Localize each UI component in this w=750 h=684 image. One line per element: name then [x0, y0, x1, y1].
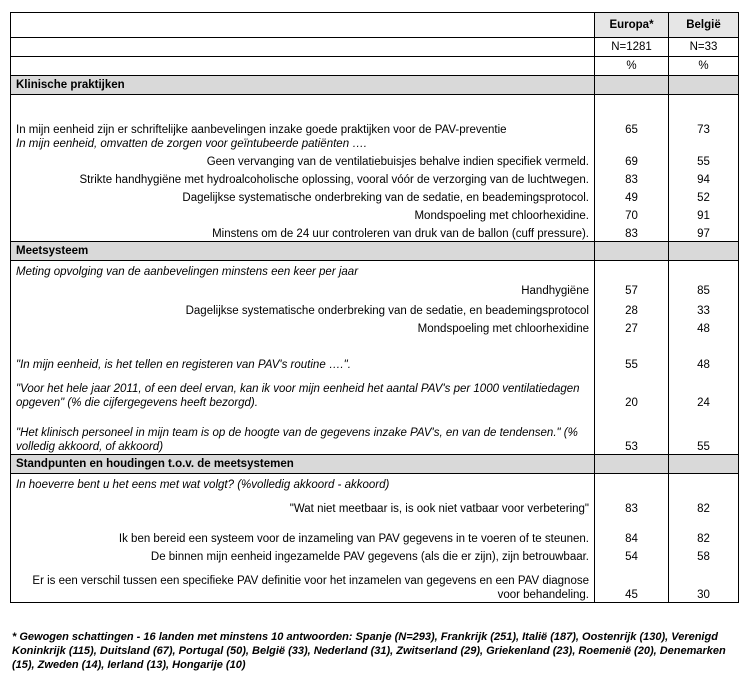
value-europe — [595, 516, 669, 526]
table-row — [11, 298, 739, 318]
row-label: Dagelijkse systematische onderbreking van de sedatie, en beademingsprotocol — [11, 298, 595, 318]
value-europe — [595, 372, 669, 382]
header-europe: Europa* — [595, 13, 669, 38]
results-table-container — [10, 12, 738, 603]
section-title: Meetsysteem — [11, 242, 595, 261]
table-row — [11, 426, 739, 455]
row-label: Mondspoeling met chloorhexidine. — [11, 205, 595, 223]
value-europe: 53 — [595, 426, 669, 455]
table-row — [11, 336, 739, 354]
value-belgium — [669, 474, 739, 493]
row-label: "Wat niet meetbaar is, is ook niet vatbaar voor verbetering" — [11, 492, 595, 516]
table-row — [11, 474, 739, 493]
section-header-row — [11, 455, 739, 474]
unit-row — [11, 57, 739, 76]
table-row — [11, 279, 739, 298]
row-label: De binnen mijn eenheid ingezamelde PAV gegevens (als die er zijn), zijn betrouwbaar. — [11, 546, 595, 564]
sample-size-row — [11, 38, 739, 57]
row-label: Er is een verschil tussen een specifieke PAV definitie voor het inzamelen van gegevens en een PAV diagnose voor behandeling. — [11, 574, 595, 603]
section-belgium-cell — [669, 76, 739, 95]
table-row — [11, 372, 739, 382]
table-row — [11, 546, 739, 564]
table-row — [11, 223, 739, 242]
value-europe — [595, 474, 669, 493]
value-europe: 69 — [595, 151, 669, 169]
table-row — [11, 205, 739, 223]
value-belgium: 52 — [669, 187, 739, 205]
table-row — [11, 574, 739, 603]
value-belgium — [669, 336, 739, 354]
results-table — [10, 12, 739, 603]
value-europe — [595, 564, 669, 574]
section-belgium-cell — [669, 242, 739, 261]
value-belgium: 55 — [669, 426, 739, 455]
table-row — [11, 137, 739, 151]
table-row — [11, 95, 739, 120]
value-europe — [595, 95, 669, 120]
row-label — [11, 564, 595, 574]
table-row — [11, 382, 739, 410]
row-label: "Het klinisch personeel in mijn team is op de hoogte van de gegevens inzake PAV's, en van de tendensen." (% volledig akkoord, of akkoord) — [11, 426, 595, 455]
value-belgium: 85 — [669, 279, 739, 298]
footnote: * Gewogen schattingen - 16 landen met minstens 10 antwoorden: Spanje (N=293), Frankrijk (251), Italië (187), Oostenrijk (130), Verenigd Koninkrijk (115), Duitsland (67), Portugal (50), België (33), Nederland (31), Zwitserland (29), Griekenland (23), Roemenië (20), Denemarken (15), Zweden (14), Ierland (13), Hongarije (10) — [12, 631, 726, 671]
value-belgium: 33 — [669, 298, 739, 318]
row-label: In mijn eenheid, omvatten de zorgen voor geïntubeerde patiënten …. — [11, 137, 595, 151]
value-belgium: 91 — [669, 205, 739, 223]
value-europe: 49 — [595, 187, 669, 205]
row-label — [11, 95, 595, 120]
row-label: Handhygiëne — [11, 279, 595, 298]
row-label: "In mijn eenheid, is het tellen en registeren van PAV's routine ….". — [11, 354, 595, 372]
value-belgium: 48 — [669, 354, 739, 372]
value-europe — [595, 410, 669, 426]
section-title: Standpunten en houdingen t.o.v. de meetsystemen — [11, 455, 595, 474]
section-europe-cell — [595, 242, 669, 261]
value-belgium: 73 — [669, 119, 739, 137]
value-belgium — [669, 564, 739, 574]
value-belgium — [669, 95, 739, 120]
table-row — [11, 261, 739, 280]
value-belgium: 24 — [669, 382, 739, 410]
row-label: Ik ben bereid een systeem voor de inzameling van PAV gegevens in te voeren of te steunen. — [11, 526, 595, 546]
table-row — [11, 151, 739, 169]
table-row — [11, 410, 739, 426]
value-europe: 83 — [595, 169, 669, 187]
section-europe-cell — [595, 455, 669, 474]
table-row — [11, 564, 739, 574]
table-header-row — [11, 13, 739, 38]
table-row — [11, 492, 739, 516]
value-belgium — [669, 516, 739, 526]
section-belgium-cell — [669, 455, 739, 474]
row-label: Dagelijkse systematische onderbreking van de sedatie, en beademingsprotocol. — [11, 187, 595, 205]
value-europe: 83 — [595, 223, 669, 242]
table-row — [11, 187, 739, 205]
row-label: "Voor het hele jaar 2011, of een deel ervan, kan ik voor mijn eenheid het aantal PAV's per 1000 ventilatiedagen opgeven" (% die cijfergegevens heeft bezorgd). — [11, 382, 595, 410]
row-label: Minstens om de 24 uur controleren van druk van de ballon (cuff pressure). — [11, 223, 595, 242]
row-label: In hoeverre bent u het eens met wat volgt? (%volledig akkoord - akkoord) — [11, 474, 595, 493]
section-europe-cell — [595, 76, 669, 95]
value-belgium — [669, 372, 739, 382]
value-europe — [595, 137, 669, 151]
value-belgium — [669, 137, 739, 151]
section-header-row — [11, 76, 739, 95]
value-europe: 83 — [595, 492, 669, 516]
value-europe: 20 — [595, 382, 669, 410]
value-europe — [595, 336, 669, 354]
value-belgium: 82 — [669, 492, 739, 516]
row-label: Mondspoeling met chloorhexidine — [11, 318, 595, 336]
value-belgium — [669, 410, 739, 426]
value-europe — [595, 261, 669, 280]
unit-europe: % — [595, 57, 669, 76]
n-europe: N=1281 — [595, 38, 669, 57]
value-belgium: 82 — [669, 526, 739, 546]
value-europe: 27 — [595, 318, 669, 336]
unit-belgium: % — [669, 57, 739, 76]
value-europe: 70 — [595, 205, 669, 223]
table-row — [11, 119, 739, 137]
table-row — [11, 516, 739, 526]
value-belgium: 48 — [669, 318, 739, 336]
table-row — [11, 354, 739, 372]
table-row — [11, 318, 739, 336]
section-header-row — [11, 242, 739, 261]
value-europe: 57 — [595, 279, 669, 298]
n-belgium: N=33 — [669, 38, 739, 57]
value-belgium — [669, 261, 739, 280]
value-belgium: 55 — [669, 151, 739, 169]
value-europe: 84 — [595, 526, 669, 546]
row-label — [11, 336, 595, 354]
value-europe: 54 — [595, 546, 669, 564]
row-label: Meting opvolging van de aanbevelingen minstens een keer per jaar — [11, 261, 595, 280]
row-label: Strikte handhygiëne met hydroalcoholische oplossing, vooral vóór de verzorging van de luchtwegen. — [11, 169, 595, 187]
row-label — [11, 372, 595, 382]
table-row — [11, 169, 739, 187]
row-label — [11, 516, 595, 526]
value-europe: 55 — [595, 354, 669, 372]
row-label: In mijn eenheid zijn er schriftelijke aanbevelingen inzake goede praktijken voor de PAV-preventie — [11, 119, 595, 137]
value-europe: 28 — [595, 298, 669, 318]
value-belgium: 94 — [669, 169, 739, 187]
section-title: Klinische praktijken — [11, 76, 595, 95]
value-europe: 45 — [595, 574, 669, 603]
table-row — [11, 526, 739, 546]
header-belgium: België — [669, 13, 739, 38]
value-belgium: 97 — [669, 223, 739, 242]
row-label — [11, 410, 595, 426]
header-label-cell — [11, 13, 595, 38]
value-belgium: 30 — [669, 574, 739, 603]
value-belgium: 58 — [669, 546, 739, 564]
value-europe: 65 — [595, 119, 669, 137]
row-label: Geen vervanging van de ventilatiebuisjes behalve indien specifiek vermeld. — [11, 151, 595, 169]
